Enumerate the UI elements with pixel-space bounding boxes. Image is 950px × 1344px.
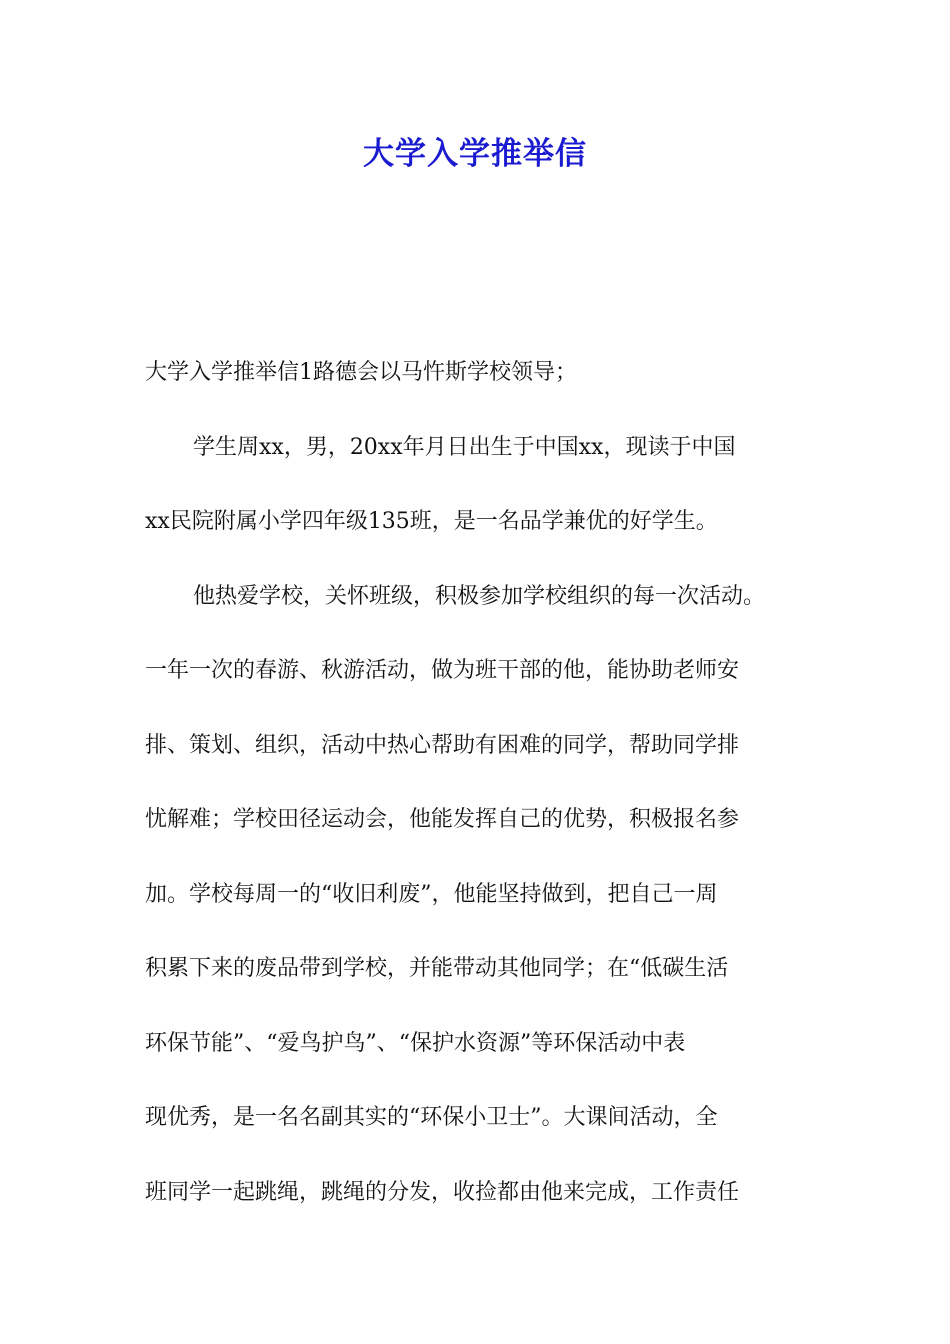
body-line: 现优秀，是一名名副其实的“环保小卫士”。大课间活动，全 <box>145 1105 718 1130</box>
body-line: 加。学校每周一的“收旧利废”，他能坚持做到，把自己一周 <box>145 881 718 907</box>
document-title: 大学入学推举信 <box>363 136 587 172</box>
body-line: 排、策划、组织，活动中热心帮助有困难的同学，帮助同学排 <box>145 732 740 758</box>
body-line: 环保节能”、“爱鸟护鸟”、“保护水资源”等环保活动中表 <box>145 1030 686 1056</box>
body-line: 学生周xx，男，20xx年月日出生于中国xx，现读于中国 <box>193 434 736 460</box>
body-line: 大学入学推举信1路德会以马忤斯学校领导； <box>145 360 577 385</box>
body-line: 积累下来的废品带到学校，并能带动其他同学；在“低碳生活 <box>145 956 729 981</box>
document-body <box>145 336 810 1230</box>
body-line: 忧解难；学校田径运动会，他能发挥自己的优势，积极报名参 <box>145 807 740 832</box>
body-line: xx民院附属小学四年级135班，是一名品学兼优的好学生。 <box>145 509 718 534</box>
body-line: 一年一次的春游、秋游活动，做为班干部的他，能协助老师安 <box>145 658 740 683</box>
body-line: 他热爱学校，关怀班级，积极参加学校组织的每一次活动。 <box>193 583 766 609</box>
body-line: 班同学一起跳绳，跳绳的分发，收捡都由他来完成，工作责任 <box>145 1179 740 1205</box>
